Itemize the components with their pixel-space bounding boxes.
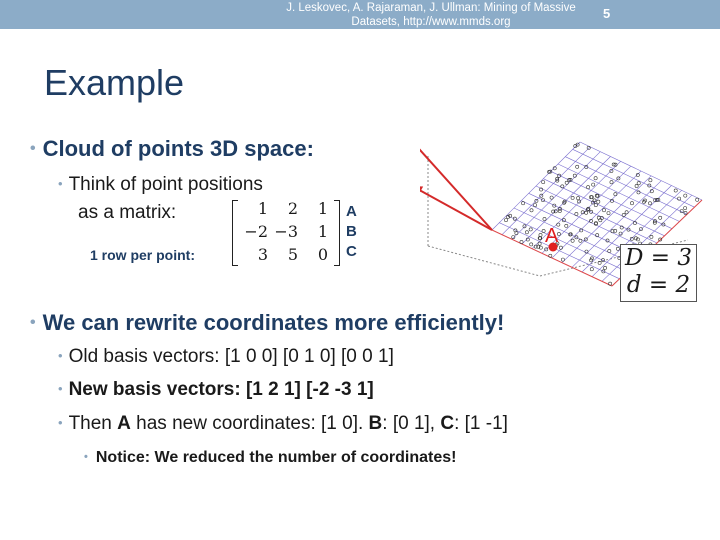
cloud-point [659,216,662,219]
bullet-rewrite-text: We can rewrite coordinates more efficiently! [42,310,505,335]
cloud-point [594,204,597,207]
cloud-point [590,268,593,271]
bullet-think-line-2: as a matrix: [78,202,177,223]
text-fragment-bold: B [368,413,383,434]
basis-arrow [420,130,492,230]
bullet-new-basis-text: New basis vectors: [1 2 1] [-2 -3 1] [68,379,374,400]
cloud-point [592,183,595,186]
cloud-point [565,181,568,184]
dimension-original: D = 3 [625,245,692,271]
bullet-new-coordinates [58,413,508,435]
cloud-point [585,211,588,214]
bullet-dot: • [58,415,63,430]
slide-title: Example [44,62,185,103]
cloud-point [587,186,590,189]
matrix-cell: 2 [287,199,298,218]
bullet-think [58,174,263,196]
cloud-point [597,200,600,203]
cloud-point [610,169,613,172]
text-fragment: : [0 1], [382,413,441,434]
matrix-grid [244,198,332,266]
bullet-old-basis [58,346,394,368]
cloud-point [696,198,699,201]
matrix-cell: −3 [274,222,298,241]
cloud-point [575,212,578,215]
bullet-notice [84,449,457,467]
bullet-dot: • [84,451,88,463]
bullet-cloud-text: Cloud of points 3D space: [42,136,314,161]
cloud-point [630,202,633,205]
bullet-dot: • [30,140,36,157]
bullet-cloud [30,136,314,162]
citation [270,1,592,29]
bullet-old-basis-text: Old basis vectors: [1 0 0] [0 1 0] [0 0 1] [68,346,394,367]
cloud-point [650,235,653,238]
grid-line [558,164,680,222]
citation-line-2: Datasets, http://www.mmds.org [351,16,511,28]
point-a-label: A [545,225,559,247]
row-label-b: B [346,223,357,240]
page-number: 5 [603,6,611,21]
cloud-point [504,219,507,222]
bullet-dot: • [58,381,63,396]
bullet-new-basis [58,379,374,401]
cloud-point [543,217,546,220]
coordinate-matrix [232,198,340,268]
row-label-c: C [346,243,357,260]
cloud-point [614,193,617,196]
cloud-point [525,231,528,234]
grid-line [543,179,664,236]
cloud-point [610,181,613,184]
cloud-point [561,258,564,261]
cloud-point [630,237,633,240]
bullet-think-text: Think of point positions [68,174,263,195]
cloud-point [535,199,538,202]
text-fragment: Then [68,413,118,434]
grid-line [565,157,687,215]
matrix-cell: 1 [257,199,268,218]
basis-arrow [420,186,492,230]
bullet-rewrite [30,310,504,336]
row-label-a: A [346,203,357,220]
dimension-box [620,244,697,302]
cloud-point [590,259,593,262]
cloud-point [576,165,579,168]
grid-line [580,142,702,200]
cloud-point [577,197,580,200]
matrix-cell: 3 [257,245,268,264]
dimension-reduced: d = 2 [626,272,691,298]
bullet-dot: • [58,176,63,191]
matrix-row-labels [346,202,357,262]
text-fragment-bold: C [440,413,455,434]
matrix-cell: −2 [244,222,268,241]
text-fragment-bold: A [117,413,131,434]
citation-line-1: J. Leskovec, A. Rajaraman, J. Ullman: Mining of Massive [286,2,576,14]
matrix-right-bracket [334,200,340,266]
cloud-point [550,196,553,199]
cloud-point [602,209,605,212]
bullet-dot: • [58,348,63,363]
matrix-cell: 0 [317,245,328,264]
cloud-point [565,224,568,227]
cloud-point [529,228,532,231]
cloud-point [674,189,677,192]
cloud-point [639,228,642,231]
text-fragment: : [1 -1] [454,413,508,434]
axis-line [428,246,540,276]
cloud-point [522,202,525,205]
cloud-point [648,202,651,205]
cloud-point [684,194,687,197]
cloud-point [520,240,523,243]
cloud-point [534,204,537,207]
cloud-point [571,239,574,242]
cloud-point [542,181,545,184]
matrix-cell: 1 [317,199,328,218]
cloud-point [637,182,640,185]
header-bar [0,0,720,29]
cloud-point [523,225,526,228]
cloud-point [571,196,574,199]
matrix-cell: 1 [317,222,328,241]
matrix-left-bracket [232,200,238,266]
cloud-point [607,212,610,215]
cloud-point [635,184,638,187]
cloud-point [559,246,562,249]
matrix-cell: 5 [287,245,298,264]
cloud-point [684,207,687,210]
cloud-point [594,177,597,180]
cloud-point [530,209,533,212]
cloud-point [530,243,533,246]
cloud-point [604,266,607,269]
row-per-point-label: 1 row per point: [90,247,195,263]
text-fragment: has new coordinates: [1 0]. [130,413,369,434]
cloud-point [608,249,611,252]
cloud-point [622,213,625,216]
cloud-point [625,211,628,214]
bullet-dot: • [30,314,36,331]
cloud-point [649,179,652,182]
cloud-point [590,257,593,260]
bullet-notice-text: Notice: We reduced the number of coordinates! [95,449,457,466]
cloud-point [579,239,582,242]
cloud-point [539,233,542,236]
